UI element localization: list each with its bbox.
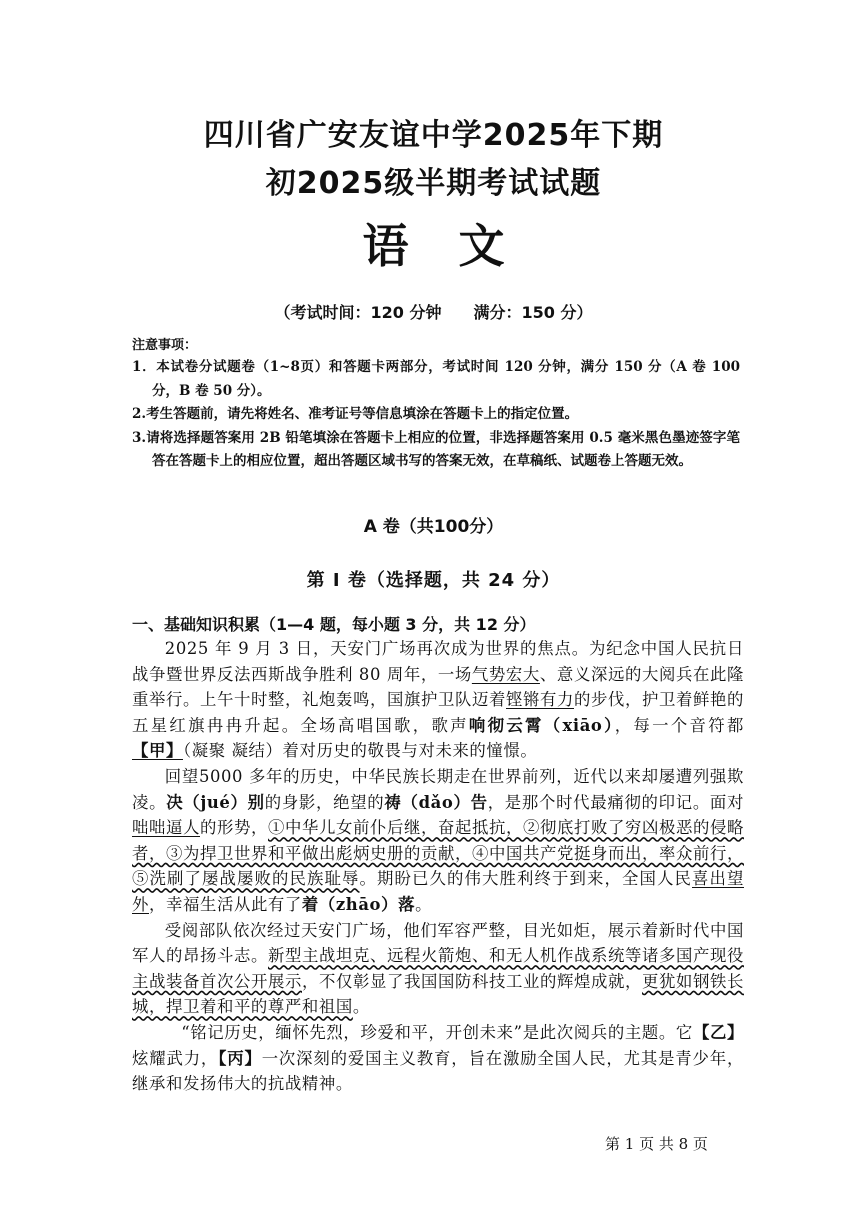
blank-marker-bing: 【丙】	[218, 1048, 262, 1068]
exam-info: （考试时间：120 分钟 满分：150 分）	[274, 303, 593, 322]
p4-text-3: 一次深刻的爱国主义教育，旨在激励全国人民，尤其是青少年，继承和发扬伟大的抗战精神。	[132, 1048, 744, 1094]
section-a-title: A 卷（共100分）	[363, 517, 504, 537]
p2-text-1: 回望5000 多年的历史，中华民族长期走在世界前列，近代以来却屡遭列强欺凌。	[132, 766, 744, 812]
p1-text-5: （凝聚 凝结）着对历史的敬畏与对未来的憧憬。	[182, 741, 538, 761]
p4-text-1: “铭记历史，缅怀先烈，珍爱和平，开创未来”是此次阅兵的主题。它	[181, 1022, 693, 1042]
question-heading: 一、基础知识积累（1—4 题，每小题 3 分，共 12 分）	[132, 615, 536, 634]
p3-text-3: 。	[352, 997, 370, 1017]
passage-paragraph-4	[132, 1020, 744, 1097]
p2-text-5: 。期盼已久的伟大胜利终于到来，全国人民	[359, 869, 692, 889]
p2-text-2: 的身影，绝望的	[264, 792, 385, 812]
passage-paragraph-2	[132, 764, 744, 918]
blank-marker-yi: 【乙】	[692, 1022, 744, 1042]
p1-text-2: 、意义深远的大阅兵在此隆重举行。上午十时整，礼炮轰鸣，国旗护卫队迈着	[132, 664, 745, 710]
wavy-sentence-equipment: 新型主战坦克、远程火箭炮、和无人机作战系统等诸多国产现役主战装备首次公开展示	[132, 946, 744, 991]
p3-text-2: ，不仅彰显了我国国防科技工业的辉煌成就，	[302, 971, 642, 991]
p4-text-2: 炫耀武力，	[132, 1048, 219, 1068]
wavy-sentence-numbered: ①中华儿女前仆后继，奋起抵抗，②彻底打败了穷凶极恶的侵略者，③为捍卫世界和平做出彪炳史册的贡献，④中国共产党挺身而出，率众前行，⑤洗刷了屡战屡败的民族耻辱	[132, 818, 744, 889]
part1-title: 第 Ⅰ 卷（选择题，共 24 分）	[306, 570, 561, 591]
p2-text-3: ，是那个时代最痛彻的印记。面对	[487, 792, 745, 812]
wavy-sentence-greatwall: 更犹如钢铁长城，捍卫着和平的尊严和祖国	[132, 971, 744, 1017]
notes-title: 注意事项：	[132, 338, 198, 353]
bold-word-zhaoluo: 着（zhāo）落	[301, 894, 416, 914]
exam-title-line1: 四川省广安友谊中学2025年下期	[203, 118, 664, 153]
subject-title: 语文	[362, 219, 555, 273]
note-item-1: 1．本试卷分试题卷（1~8页）和答题卡两部分，考试时间 120 分钟，满分 150 分（A 卷 100 分，B 卷 50 分）。	[132, 359, 740, 399]
underlined-word-duoduobiren: 咄咄逼人	[132, 818, 200, 838]
blank-marker-jia: 【甲】	[132, 741, 183, 761]
passage-paragraph-1	[132, 636, 744, 764]
passage-paragraph-3	[132, 918, 744, 1020]
note-item-2: 2.考生答题前，请先将姓名、准考证号等信息填涂在答题卡上的指定位置。	[132, 406, 579, 422]
bold-word-juebie: 决（jué）别	[166, 792, 265, 812]
page-number: 第 1 页 共 8 页	[605, 1135, 708, 1153]
underlined-word-qishihongda: 气势宏大	[471, 664, 540, 684]
p2-text-6: ，幸福生活从此有了	[149, 894, 302, 914]
p2-text-7: 。	[415, 894, 433, 914]
underlined-word-xichuwangwai: 喜出望外	[132, 869, 744, 914]
p1-text-4: ，每一个音符都	[614, 715, 744, 735]
bold-word-daogao: 祷（dǎo）告	[384, 792, 488, 812]
p1-text-3: 的步伐，护卫着鲜艳的五星红旗冉冉升起。全场高唱国歌，歌声	[132, 690, 744, 735]
p1-text-1: 2025 年 9 月 3 日，天安门广场再次成为世界的焦点。为纪念中国人民抗日战争暨世界反法西斯战争胜利 80 周年，一场	[132, 639, 744, 684]
p2-text-4: 的形势，	[200, 818, 268, 838]
reading-passage	[132, 636, 744, 1097]
note-item-3: 3.请将选择题答案用 2B 铅笔填涂在答题卡上相应的位置，非选择题答案用 0.5 毫米黑色墨迹签字笔答在答题卡上的相应位置，超出答题区域书写的答案无效，在草稿纸、试题卷上答题无效。	[132, 429, 740, 469]
notes-list	[132, 356, 740, 474]
underlined-word-kengqiangyouli: 铿锵有力	[506, 690, 574, 710]
p3-text-1: 受阅部队依次经过天安门广场，他们军容严整，目光如炬，展示着新时代中国军人的昂扬斗志。	[132, 920, 744, 966]
bold-word-xiangcheyunxiao: 响彻云霄（xiāo）	[468, 715, 615, 735]
exam-title-line2: 初2025级半期考试试题	[265, 166, 602, 201]
